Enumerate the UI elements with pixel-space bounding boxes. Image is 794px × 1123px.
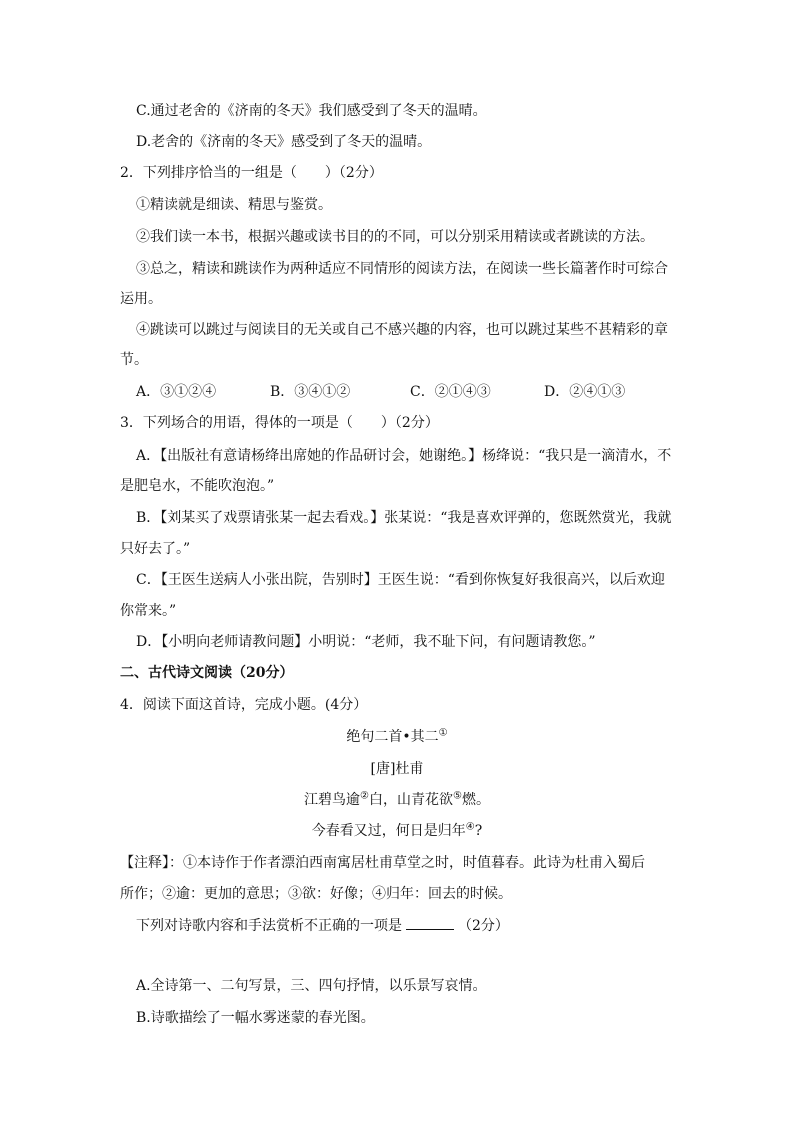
q2-sentence-4: ④跳读可以跳过与阅读目的无关或自己不感兴趣的内容，也可以跳过某些不甚精彩的章 [136, 322, 668, 338]
answer-blank [406, 915, 454, 930]
q1-option-c: C.通过老舍的《济南的冬天》我们感受到了冬天的温晴。 [136, 103, 487, 119]
q3-option-b: B．【刘某买了戏票请张某一起去看戏。】张某说：“我是喜欢评弹的，您既然赏光，我就 [136, 510, 672, 526]
q2-stem: 2．下列排序恰当的一组是（ ）（2分） [120, 165, 383, 181]
q1-option-d: D.老舍的《济南的冬天》感受到了冬天的温晴。 [136, 134, 432, 150]
q3-option-d: D．【小明向老师请教问题】小明说：“老师，我不耻下问，有问题请教您。” [136, 634, 596, 650]
q3-option-c: C．【王医生送病人小张出院，告别时】王医生说：“看到你恢复好我很高兴，以后欢迎 [136, 572, 665, 588]
q2-sentence-2: ②我们读一本书，根据兴趣或读书目的的不同，可以分别采用精读或者跳读的方法。 [136, 229, 654, 245]
poem-line-1: 江碧鸟逾②白，山青花欲⑤燃。 [304, 790, 490, 808]
q2-option-d: D．②④①③ [544, 384, 626, 400]
q2-sentence-4-cont: 节。 [120, 352, 148, 368]
q2-option-c: C．②①④③ [410, 384, 491, 400]
footnote-mark: ⑤ [453, 790, 462, 802]
q2-options [136, 382, 696, 402]
q2-sentence-3: ③总之，精读和跳读作为两种适应不同情形的阅读方法，在阅读一些长篇著作时可综合 [136, 261, 668, 277]
q4-sub-question: 下列对诗歌内容和手法赏析不正确的一项是 （2分） [136, 915, 509, 936]
q3-option-c-cont: 你常来。” [120, 603, 177, 619]
q2-sentence-3-cont: 运用。 [120, 291, 162, 307]
section-heading: 二、古代诗文阅读（20分） [120, 665, 294, 681]
q3-option-b-cont: 只好去了。” [120, 541, 191, 557]
footnote-mark: ④ [465, 821, 475, 833]
q2-option-b: B．③④①② [270, 384, 351, 400]
poem-title: 绝句二首•其二① [346, 727, 448, 745]
poem-notes-cont: 所作；②逾：更加的意思；③欲：好像；④归年：回去的时候。 [120, 886, 512, 902]
q3-option-a-cont: 是肥皂水，不能吹泡泡。” [120, 478, 275, 494]
footnote-mark: ① [438, 727, 448, 739]
q4-stem: 4．阅读下面这首诗，完成小题。(4分） [120, 697, 368, 713]
footnote-mark: ② [360, 790, 369, 802]
poem-author: [唐]杜甫 [370, 761, 424, 777]
q3-stem: 3．下列场合的用语，得体的一项是（ ）（2分） [120, 415, 439, 431]
q2-sentence-1: ①精读就是细读、精思与鉴赏。 [136, 197, 332, 213]
q4-option-b: B.诗歌描绘了一幅水雾迷蒙的春光图。 [136, 1010, 375, 1026]
poem-notes: 【注释】：①本诗作于作者漂泊西南寓居杜甫草堂之时，时值暮春。此诗为杜甫入蜀后 [120, 855, 645, 871]
poem-line-2: 今春看又过，何日是归年④? [311, 821, 483, 839]
q2-option-a: A．③①②④ [136, 384, 217, 400]
q4-option-a: A.全诗第一、二句写景，三、四句抒情，以乐景写哀情。 [136, 978, 487, 994]
q3-option-a: A．【出版社有意请杨绛出席她的作品研讨会，她谢绝。】杨绛说：“我只是一滴清水，不 [136, 448, 672, 464]
